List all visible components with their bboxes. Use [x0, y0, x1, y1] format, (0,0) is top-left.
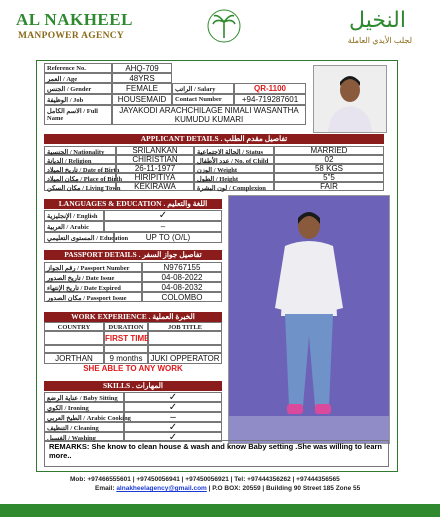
- complexion-label: لون البشرة / Complexion: [194, 182, 274, 191]
- col-country: COUNTRY: [44, 322, 104, 331]
- weight-label: الوزن / Weight: [194, 164, 274, 173]
- education-label: المستوى التعليمي / Education: [44, 232, 114, 243]
- salary-value: QR-1100: [234, 83, 306, 94]
- status-value: MARRIED: [274, 146, 384, 155]
- email-link[interactable]: alnakheelagency@gmail.com: [116, 485, 207, 492]
- footer-phones: Mob: +97466555601 | +97450056941 | +97450056921 | Tel: +97444356262 | +97444356565: [70, 476, 340, 483]
- children-value: 02: [274, 155, 384, 164]
- english-label: الإنجليزية / English: [44, 210, 104, 221]
- empty-cell: [148, 345, 222, 353]
- job-value: HOUSEMAID: [112, 94, 172, 105]
- arabic-label: العربية / Arabic: [44, 221, 104, 232]
- remarks-text: She know to clean house & wash and know Baby setting .She was willing to learn more..: [49, 442, 382, 460]
- salary-label: الراتب / Salary: [172, 83, 234, 94]
- empty-cell: [104, 345, 148, 353]
- passport-section-header: PASSPORT DETAILS . تفاصيل جواز السفر: [44, 250, 222, 260]
- age-label: العمر / Age: [44, 73, 112, 83]
- issue-date-value: 04-08-2022: [142, 272, 222, 282]
- exp-duration-value: 9 months: [104, 353, 148, 364]
- passport-number-value: N9767155: [142, 262, 222, 272]
- remarks-label: REMARKS:: [49, 442, 90, 451]
- skill-label: التنظيف / Cleaning: [44, 422, 124, 432]
- empty-cell: [148, 331, 222, 345]
- status-label: الحالة الاجتماعية / Status: [194, 146, 274, 155]
- skill-check-icon: ✓: [124, 422, 222, 432]
- gender-label: الجنس / Gender: [44, 83, 112, 94]
- able-text: SHE ABLE TO ANY WORK: [83, 364, 183, 373]
- first-time-text: FIRST TIME: [104, 331, 148, 345]
- languages-section-header: LANGUAGES & EDUCATION . اللغة والتعليم: [44, 199, 222, 209]
- reference-label: Reference No.: [44, 63, 112, 73]
- fullname-label: الاسم الكامل / Full Name: [44, 105, 112, 125]
- job-label: الوظيفة / Job: [44, 94, 112, 105]
- skill-label: الكوي / Ironing: [44, 402, 124, 412]
- gender-value: FEMALE: [112, 83, 172, 94]
- exp-job-value: JUKI OPPERATOR: [148, 353, 222, 364]
- living-label: مكان السكن / Living Town: [44, 182, 116, 191]
- pob-label: مكان الميلاد / Place of Birth: [44, 173, 116, 182]
- nationality-value: SRILANKAN: [116, 146, 194, 155]
- issue-place-label: مكان الصدور / Passport Issue: [44, 292, 142, 302]
- living-value: KEKIRAWA: [116, 182, 194, 191]
- pob-value: HIRIPITIYA: [116, 173, 194, 182]
- skills-section-header: SKILLS . المهارات: [44, 381, 222, 391]
- issue-date-label: تاريخ الصدور / Date Issue: [44, 272, 142, 282]
- exp-country-value: JORTHAN: [44, 353, 104, 364]
- contact-label: Contact Number: [172, 94, 234, 105]
- footer-bar: [0, 504, 440, 517]
- person-portrait-icon: [314, 66, 386, 132]
- issue-place-value: COLOMBO: [142, 292, 222, 302]
- skill-label: الغسيل / Washing: [44, 432, 124, 442]
- age-value: 48YRS: [112, 73, 172, 83]
- english-check-icon: ✓: [104, 210, 222, 221]
- full-body-photo: [228, 195, 390, 444]
- arabic-value: –: [104, 221, 222, 232]
- fullname-line2: KUMUDU KUMARI: [174, 115, 244, 124]
- col-duration: DURATION: [104, 322, 148, 331]
- reference-value: AHQ-709: [112, 63, 172, 73]
- expiry-date-value: 04-08-2032: [142, 282, 222, 292]
- passport-number-label: رقم الجواز / Passport Number: [44, 262, 142, 272]
- company-name-en: AL NAKHEEL: [16, 10, 133, 29]
- skill-check-icon: ✓: [124, 432, 222, 442]
- footer-address: | P.O BOX: 20559 | Building 90 Street 185 Zone 55: [206, 485, 361, 492]
- contact-value: +94-719287601: [234, 94, 306, 105]
- passport-photo: [313, 65, 387, 133]
- dob-label: تاريخ الميلاد / Date of Birth: [44, 164, 116, 173]
- agency-subtitle: MANPOWER AGENCY: [18, 31, 125, 41]
- fullname-value: [112, 105, 306, 125]
- person-full-body-icon: [229, 196, 389, 443]
- empty-cell: [44, 331, 104, 345]
- religion-label: الديانة / Religion: [44, 155, 116, 164]
- weight-value: 58 KGS: [274, 164, 384, 173]
- skill-check-icon: ✓: [124, 402, 222, 412]
- skill-check-icon: ✓: [124, 392, 222, 402]
- children-label: عدد الأطفال / No. of Child: [194, 155, 274, 164]
- dob-value: 26-11-1977: [116, 164, 194, 173]
- experience-section-header: WORK EXPERIENCE . الخبرة العملية: [44, 312, 222, 322]
- skill-label: عناية الرضع / Baby Sitting: [44, 392, 124, 402]
- remarks-box: [44, 440, 389, 467]
- complexion-value: FAIR: [274, 182, 384, 191]
- email-label: Email:: [95, 485, 117, 492]
- empty-cell: [44, 345, 104, 353]
- fullname-line1: JAYAKODI ARACHCHILAGE NIMALI WASANTHA: [119, 106, 299, 115]
- company-name-ar: النخيل: [349, 8, 406, 33]
- height-value: 5"5: [274, 173, 384, 182]
- footer-contact: [95, 485, 360, 492]
- height-label: الطول / Height: [194, 173, 274, 182]
- applicant-section-header: APPLICANT DETAILS . تفاصيل مقدم الطلب: [44, 134, 384, 144]
- skill-label: الطبخ العربي / Arabic Cooking: [44, 412, 124, 422]
- expiry-date-label: تاريخ الإنتهاء / Date Expired: [44, 282, 142, 292]
- col-job-title: JOB TITLE: [148, 322, 222, 331]
- palm-logo-icon: [206, 8, 242, 44]
- agency-subtitle-ar: لجلب الأيدي العاملة: [347, 36, 412, 45]
- education-value: UP TO (O/L): [114, 232, 222, 243]
- skill-dash: –: [124, 412, 222, 422]
- nationality-label: الجنسية / Nationality: [44, 146, 116, 155]
- religion-value: CHIRISTIAN: [116, 155, 194, 164]
